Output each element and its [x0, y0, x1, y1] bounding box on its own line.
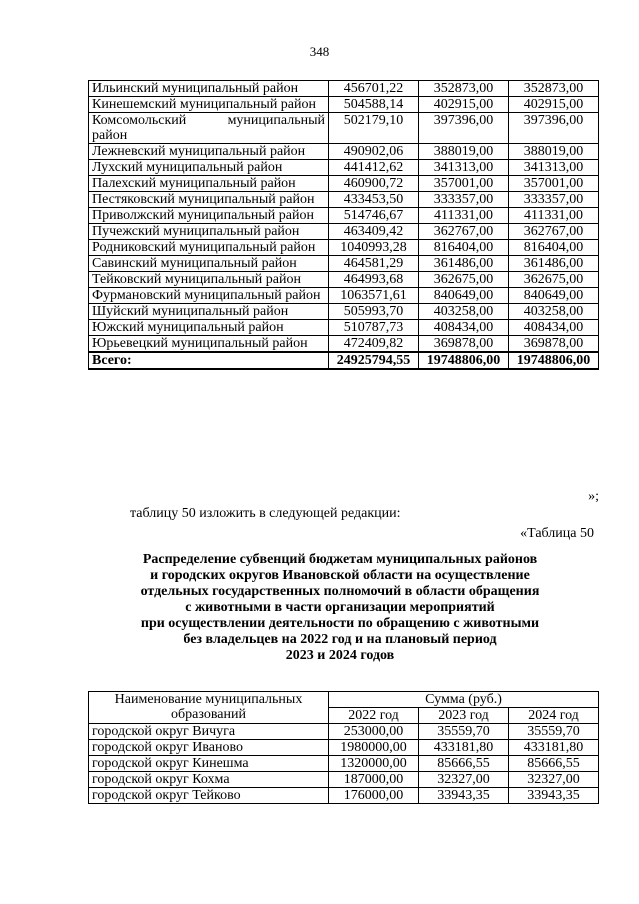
row-name-cell: Савинский муниципальный район — [89, 256, 329, 272]
row-value-cell: 33943,35 — [419, 788, 509, 804]
row-value-cell: 433181,80 — [509, 740, 599, 756]
subvention-table-animals — [88, 691, 599, 804]
row-value-cell: 253000,00 — [329, 724, 419, 740]
row-value-cell: 32327,00 — [509, 772, 599, 788]
heading-line: с животными в части организации мероприятий — [185, 600, 495, 615]
subvention-table-districts — [88, 80, 599, 370]
table-row — [89, 224, 599, 240]
heading-line: 2023 и 2024 годов — [285, 648, 395, 663]
header-year-cell: 2024 год — [509, 708, 599, 724]
row-value-cell: 408434,00 — [419, 320, 509, 336]
row-value-cell: 456701,22 — [329, 81, 419, 97]
row-value-cell: 402915,00 — [509, 97, 599, 113]
row-value-cell: 403258,00 — [419, 304, 509, 320]
row-value-cell: 19748806,00 — [419, 352, 509, 369]
table-row — [89, 772, 599, 788]
row-value-cell: 1980000,00 — [329, 740, 419, 756]
row-value-cell: 460900,72 — [329, 176, 419, 192]
row-name-cell: городской округ Вичуга — [89, 724, 329, 740]
heading-line: Распределение субвенций бюджетам муниципальных районов — [142, 552, 538, 567]
row-value-cell: 502179,10 — [329, 113, 419, 144]
table-row — [89, 192, 599, 208]
row-value-cell: 411331,00 — [509, 208, 599, 224]
table-row — [89, 256, 599, 272]
row-value-cell: 341313,00 — [509, 160, 599, 176]
row-name-cell: Юрьевецкий муниципальный район — [89, 336, 329, 353]
row-value-cell: 362675,00 — [509, 272, 599, 288]
table-label: «Таблица 50 — [520, 526, 594, 541]
row-value-cell: 472409,82 — [329, 336, 419, 353]
row-value-cell: 464581,29 — [329, 256, 419, 272]
instruction-text: таблицу 50 изложить в следующей редакции: — [130, 506, 401, 521]
row-name-cell: Фурмановский муниципальный район — [89, 288, 329, 304]
row-value-cell: 85666,55 — [509, 756, 599, 772]
row-value-cell: 510787,73 — [329, 320, 419, 336]
table-row — [89, 304, 599, 320]
row-value-cell: 33943,35 — [509, 788, 599, 804]
row-name-cell: Лухский муниципальный район — [89, 160, 329, 176]
row-value-cell: 441412,62 — [329, 160, 419, 176]
row-value-cell: 464993,68 — [329, 272, 419, 288]
row-value-cell: 388019,00 — [509, 144, 599, 160]
row-value-cell: 403258,00 — [509, 304, 599, 320]
row-name-cell: городской округ Кохма — [89, 772, 329, 788]
row-value-cell: 816404,00 — [509, 240, 599, 256]
row-value-cell: 408434,00 — [509, 320, 599, 336]
row-value-cell: 352873,00 — [509, 81, 599, 97]
page-number: 348 — [309, 44, 330, 59]
table-row — [89, 724, 599, 740]
table-row — [89, 81, 599, 97]
row-value-cell: 24925794,55 — [329, 352, 419, 369]
table-row — [89, 756, 599, 772]
row-value-cell: 352873,00 — [419, 81, 509, 97]
row-value-cell: 333357,00 — [509, 192, 599, 208]
table-row — [89, 113, 599, 144]
row-name-cell: Тейковский муниципальный район — [89, 272, 329, 288]
table-row — [89, 788, 599, 804]
row-value-cell: 35559,70 — [419, 724, 509, 740]
table-heading — [70, 552, 610, 664]
row-value-cell: 840649,00 — [509, 288, 599, 304]
row-value-cell: 357001,00 — [509, 176, 599, 192]
row-value-cell: 369878,00 — [509, 336, 599, 353]
row-value-cell: 357001,00 — [419, 176, 509, 192]
row-name-cell: Всего: — [89, 352, 329, 369]
row-value-cell: 463409,42 — [329, 224, 419, 240]
header-sum-cell: Сумма (руб.) — [329, 692, 599, 708]
table-row — [89, 160, 599, 176]
table-row — [89, 208, 599, 224]
row-value-cell: 176000,00 — [329, 788, 419, 804]
table-row — [89, 144, 599, 160]
row-value-cell: 504588,14 — [329, 97, 419, 113]
row-value-cell: 433453,50 — [329, 192, 419, 208]
closing-quote: »; — [588, 489, 599, 504]
table-row — [89, 740, 599, 756]
row-name-cell: Пестяковский муниципальный район — [89, 192, 329, 208]
heading-line: без владельцев на 2022 год и на плановый период — [183, 632, 497, 647]
row-value-cell: 840649,00 — [419, 288, 509, 304]
row-value-cell: 397396,00 — [419, 113, 509, 144]
row-value-cell: 362675,00 — [419, 272, 509, 288]
table-row — [89, 336, 599, 353]
total-row — [89, 352, 599, 369]
row-name-cell: Лежневский муниципальный район — [89, 144, 329, 160]
row-name-cell: Родниковский муниципальный район — [89, 240, 329, 256]
row-value-cell: 490902,06 — [329, 144, 419, 160]
row-value-cell: 1320000,00 — [329, 756, 419, 772]
row-name-cell: городской округ Кинешма — [89, 756, 329, 772]
row-value-cell: 19748806,00 — [509, 352, 599, 369]
row-value-cell: 333357,00 — [419, 192, 509, 208]
row-name-cell: городской округ Тейково — [89, 788, 329, 804]
row-value-cell: 362767,00 — [419, 224, 509, 240]
row-value-cell: 816404,00 — [419, 240, 509, 256]
row-value-cell: 402915,00 — [419, 97, 509, 113]
header-year-cell: 2023 год — [419, 708, 509, 724]
row-value-cell: 505993,70 — [329, 304, 419, 320]
row-value-cell: 1063571,61 — [329, 288, 419, 304]
row-name-cell: Шуйский муниципальный район — [89, 304, 329, 320]
row-name-cell: Кинешемский муниципальный район — [89, 97, 329, 113]
table-row — [89, 272, 599, 288]
row-name-cell: Комсомольский муниципальный район — [89, 113, 329, 144]
row-value-cell: 388019,00 — [419, 144, 509, 160]
row-value-cell: 32327,00 — [419, 772, 509, 788]
row-name-cell: Южский муниципальный район — [89, 320, 329, 336]
row-value-cell: 369878,00 — [419, 336, 509, 353]
table-row — [89, 320, 599, 336]
row-name-cell: городской округ Иваново — [89, 740, 329, 756]
table-row — [89, 97, 599, 113]
row-value-cell: 35559,70 — [509, 724, 599, 740]
heading-line: и городских округов Ивановской области на осуществление — [150, 568, 530, 583]
row-name-cell: Ильинский муниципальный район — [89, 81, 329, 97]
row-value-cell: 1040993,28 — [329, 240, 419, 256]
row-value-cell: 361486,00 — [509, 256, 599, 272]
row-value-cell: 433181,80 — [419, 740, 509, 756]
row-value-cell: 85666,55 — [419, 756, 509, 772]
row-value-cell: 514746,67 — [329, 208, 419, 224]
row-name-cell: Палехский муниципальный район — [89, 176, 329, 192]
row-name-cell: Приволжский муниципальный район — [89, 208, 329, 224]
table-header-row — [89, 692, 599, 708]
header-name-cell: Наименование муниципальных образований — [89, 692, 329, 724]
row-value-cell: 362767,00 — [509, 224, 599, 240]
table-row — [89, 288, 599, 304]
row-value-cell: 187000,00 — [329, 772, 419, 788]
row-value-cell: 361486,00 — [419, 256, 509, 272]
row-name-cell: Пучежский муниципальный район — [89, 224, 329, 240]
table-row — [89, 176, 599, 192]
row-value-cell: 411331,00 — [419, 208, 509, 224]
table-row — [89, 240, 599, 256]
heading-line: отдельных государственных полномочий в области обращения — [140, 584, 540, 599]
row-value-cell: 397396,00 — [509, 113, 599, 144]
heading-line: при осуществлении деятельности по обращению с животными — [140, 616, 540, 631]
row-value-cell: 341313,00 — [419, 160, 509, 176]
header-year-cell: 2022 год — [329, 708, 419, 724]
